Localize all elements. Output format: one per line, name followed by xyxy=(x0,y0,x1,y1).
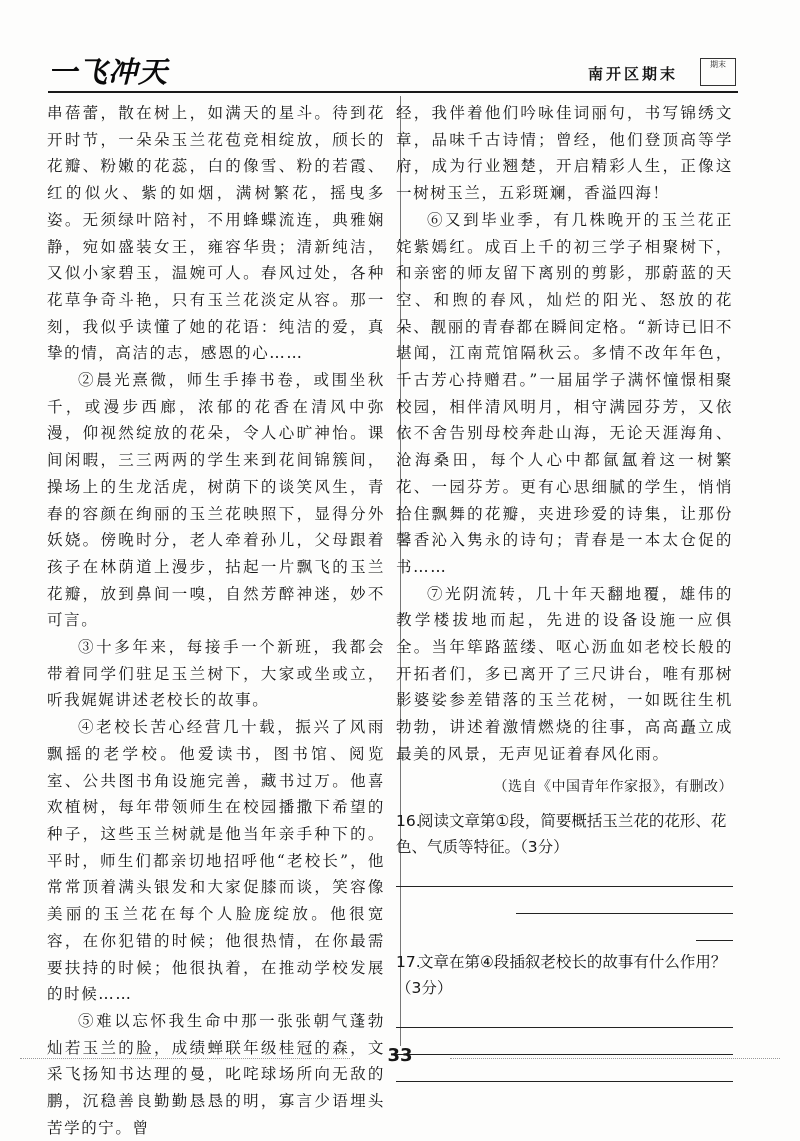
question-text: 文章在第④段插叙老校长的故事有什么作用？（3分） xyxy=(396,953,727,998)
paragraph-5-end: 经，我伴着他们吟咏佳词丽句，书写锦绣文章，品味千古诗情；曾经，他们登顶高等学府，成为行业翘楚，开启精彩人生，正像这一树树玉兰，五彩斑斓，香溢四海！ xyxy=(396,104,733,203)
paragraph-5-start: ⑤难以忘怀我生命中那一张张朝气蓬勃灿若玉兰的脸，成绩蝉联年级桂冠的森，文采飞扬知书达理的曼，叱咤球场所向无敌的鹏，沉稳善良勤勤恳恳的明，寡言少语埋头苦学的宁。曾 xyxy=(47,1011,385,1137)
paragraph-2: ②晨光熹微，师生手捧书卷，或围坐秋千，或漫步西廊，浓郁的花香在清风中弥漫，仰视然绽放的花朵，令人心旷神怡。课间闲暇，三三两两的学生来到花间锦簇间，操场上的生龙活虎，树荫下的谈笑风生，青春的容颜在绚丽的玉兰花映照下，显得分外妖娆。傍晚时分，老人牵着孙儿，父母跟着孩子在林荫道上漫步，拈起一片飘飞的玉兰花瓣，放到鼻间一嗅，自然芳醉神迷，妙不可言。 xyxy=(47,371,385,630)
header-rule xyxy=(48,91,738,93)
question-text: 阅读文章第①段，简要概括玉兰花的花形、花色、气质等特征。（3分） xyxy=(396,812,727,857)
answer-line[interactable] xyxy=(516,887,733,914)
paragraph-3: ③十多年来，每接手一个新班，我都会带着同学们驻足玉兰树下，大家或坐或立，听我娓娓讲述老校长的故事。 xyxy=(47,638,385,710)
paragraph-7: ⑦光阴流转，几十年天翻地覆，雄伟的教学楼拔地而起，先进的设备设施一应俱全。当年筚路蓝缕、呕心沥血如老校长般的开拓者们，多已离开了三尺讲台，唯有那树影婆娑参差错落的玉兰花树，一如既往生机勃勃，讲述着激情燃烧的往事，高高矗立成最美的风景，无声见证着春风化雨。 xyxy=(396,584,733,763)
page-number: 33 xyxy=(387,1045,413,1066)
question-number: 16. xyxy=(396,812,421,831)
source-citation: （选自《中国青年作家报》，有删改） xyxy=(493,778,733,795)
brand-logo: 一飞冲天 xyxy=(48,55,169,89)
question-17 xyxy=(396,949,733,1001)
stamp-icon: 期末 xyxy=(700,58,736,86)
left-column xyxy=(47,100,385,1141)
exam-tag: 南开区期末 xyxy=(588,65,679,83)
right-column xyxy=(396,100,733,1082)
paragraph-6: ⑥又到毕业季，有几株晚开的玉兰花正姹紫嫣红。成百上千的初三学子相聚树下，和亲密的师友留下离别的剪影，那蔚蓝的天空、和煦的春风，灿烂的阳光、怒放的花朵、靓丽的青春都在瞬间定格。“新诗已旧不堪闻，江南荒馆隔秋云。多情不改年年色，千古芳心持赠君。”一届届学子满怀憧憬相聚校园，相伴清风明月，相守满园芬芳，又依依不舍告别母校奔赴山海，无论天涯海角、沧海桑田，每个人心中都氤氲着这一树繁花、一园芬芳。更有心思细腻的学生，悄悄拾住飘舞的花瓣，夹进珍爱的诗集，让那份馨香沁入隽永的诗句；青春是一本太仓促的书…… xyxy=(396,210,733,576)
page-header xyxy=(0,0,800,100)
question-number: 17. xyxy=(396,953,421,972)
answer-line[interactable] xyxy=(396,1001,733,1028)
paragraph-1-continued: 串蓓蕾，散在树上，如满天的星斗。待到花开时节，一朵朵玉兰花苞竞相绽放，颀长的花瓣、粉嫩的花蕊，白的像雪、粉的若霞、红的似火、紫的如烟，满树繁花，摇曳多姿。无须绿叶陪衬，不用蜂蝶流连，典雅娴静，宛如盛装女王，雍容华贵；清新纯洁，又似小家碧玉，温婉可人。春风过处，各种花草争奇斗艳，只有玉兰花淡定从容。那一刻，我似乎读懂了她的花语：纯洁的爱，真挚的情，高洁的志，感恩的心…… xyxy=(47,104,385,363)
page-footer xyxy=(0,1045,800,1066)
answer-line[interactable] xyxy=(396,860,733,887)
paragraph-4: ④老校长苦心经营几十载，振兴了风雨飘摇的老学校。他爱读书，图书馆、阅览室、公共图书角设施完善，藏书过万。他喜欢植树，每年带领师生在校园播撒下希望的种子，这些玉兰树就是他当年亲手种下的。平时，师生们都亲切地招呼他“老校长”，他常常顶着满头银发和大家促膝而谈，笑容像美丽的玉兰花在每个人脸庞绽放。他很宽容，在你犯错的时候；他很热情，在你最需要扶持的时候；他很执着，在推动学校发展的时候…… xyxy=(47,718,385,1004)
answer-line[interactable] xyxy=(696,914,733,941)
question-16 xyxy=(396,808,733,860)
